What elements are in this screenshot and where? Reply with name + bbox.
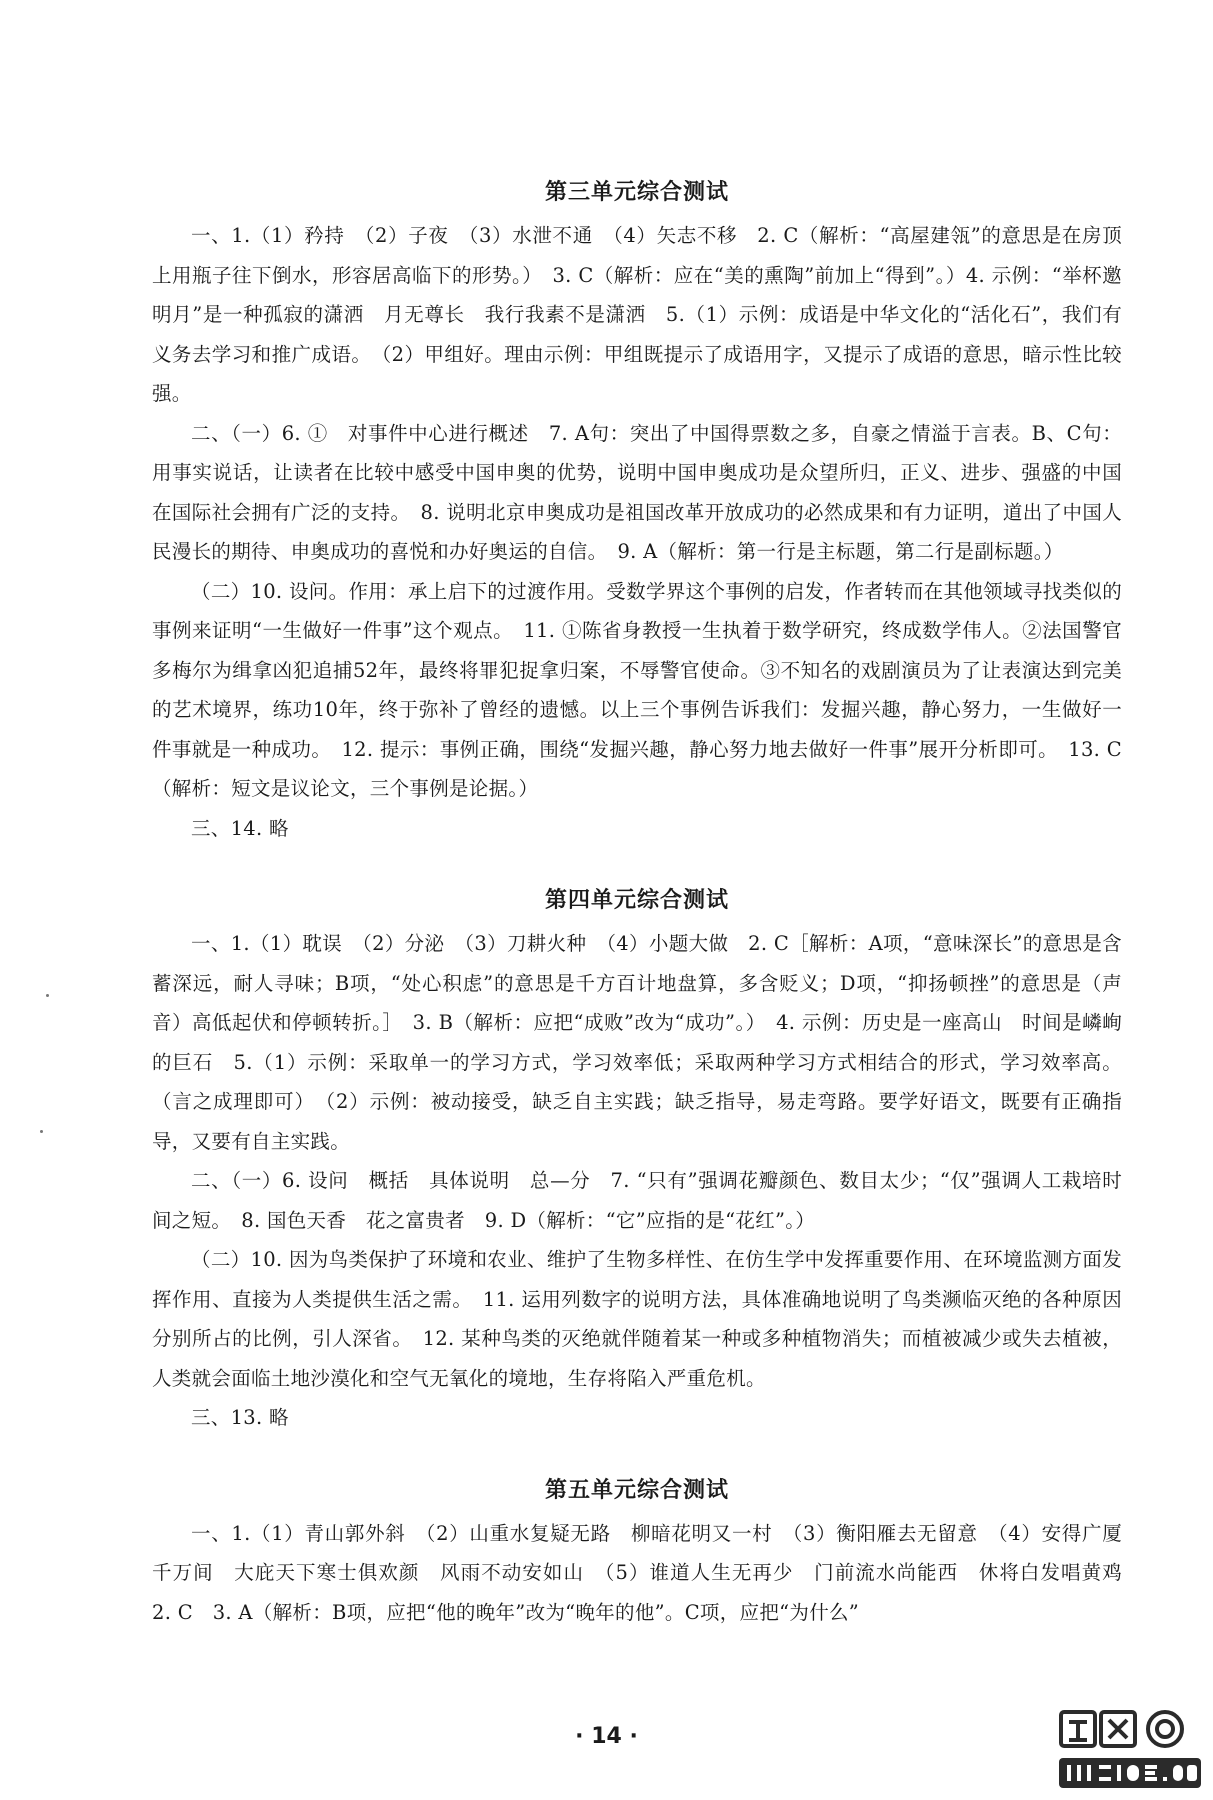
page-content bbox=[152, 176, 1142, 1632]
scan-speck bbox=[46, 994, 49, 997]
answer-paragraph: （二）10. 设问。作用：承上启下的过渡作用。受数学界这个事例的启发，作者转而在其他领域寻找类似的事例来证明“一生做好一件事”这个观点。 11. ①陈省身教授一生执着于数学研究，终成数学伟人。②法国警官多梅尔为缉拿凶犯追捕52年，最终将罪犯捉拿归案，不辱警官使命。③不知名的戏剧演员为了让表演达到完美的艺术境界，练功10年，终于弥补了曾经的遗憾。以上三个事例告诉我们：发掘兴趣，静心努力，一生做好一件事就是一种成功。 12. 提示：事例正确，围绕“发掘兴趣，静心努力地去做好一件事”展开分析即可。 13. C（解析：短文是议论文，三个事例是论据。） bbox=[152, 579, 1122, 800]
section-unit-4 bbox=[152, 884, 1122, 1438]
section-unit-5 bbox=[152, 1474, 1142, 1633]
scan-speck bbox=[40, 1130, 43, 1133]
answer-paragraph: 三、14. 略 bbox=[191, 816, 289, 840]
answer-paragraph: 一、1.（1）耽误 （2）分泌 （3）刀耕火种 （4）小题大做 2. C［解析：A项，“意味深长”的意思是含蓄深远，耐人寻味；B项，“处心积虑”的意思是千方百计地盘算，多含贬义；D项，“抑扬顿挫”的意思是（声音）高低起伏和停顿转折。］ 3. B（解析：应把“成败”改为“成功”。） 4. 示例：历史是一座高山 时间是嶙峋的巨石 5.（1）示例：采取单一的学习方式，学习效率低；采取两种学习方式相结合的形式，学习效率高。（言之成理即可） （2）示例：被动接受，缺乏自主实践；缺乏指导，易走弯路。要学好语文，既要有正确指导，又要有自主实践。 bbox=[152, 932, 1122, 1153]
site-watermark-logo bbox=[1055, 1708, 1205, 1794]
page-number: · 14 · bbox=[575, 1724, 638, 1749]
answer-paragraph: 一、1.（1）青山郭外斜 （2）山重水复疑无路 柳暗花明又一村 （3）衡阳雁去无留意 （4）安得广厦千万间 大庇天下寒士俱欢颜 风雨不动安如山 （5）谁道人生无再少 门前流水尚能西 休将白发唱黄鸡 2. C 3. A（解析：B项，应把“他的晚年”改为“晚年的他”。C项，应把“为什么” bbox=[152, 1521, 1142, 1624]
answer-paragraph: 二、（一）6. ① 对事件中心进行概述 7. A句：突出了中国得票数之多，自豪之情溢于言表。B、C句：用事实说话，让读者在比较中感受中国申奥的优势，说明中国申奥成功是众望所归，正义、进步、强盛的中国在国际社会拥有广泛的支持。 8. 说明北京申奥成功是祖国改革开放成功的必然成果和有力证明，道出了中国人民漫长的期待、申奥成功的喜悦和办好奥运的自信。 9. A（解析：第一行是主标题，第二行是副标题。） bbox=[152, 421, 1122, 563]
answer-paragraph: 一、1.（1）矜持 （2）子夜 （3）水泄不通 （4）矢志不移 2. C（解析：“高屋建瓴”的意思是在房顶上用瓶子往下倒水，形容居高临下的形势。） 3. C（解析：应在“美的熏陶”前加上“得到”。）4. 示例：“举杯邀明月”是一种孤寂的潇洒 月无尊长 我行我素不是潇洒 5.（1）示例：成语是中华文化的“活化石”，我们有义务去学习和推广成语。 （2）甲组好。理由示例：甲组既提示了成语用字，又提示了成语的意思，暗示性比较强。 bbox=[152, 224, 1122, 405]
section-unit-3 bbox=[152, 176, 1122, 848]
answer-paragraph: （二）10. 因为鸟类保护了环境和农业、维护了生物多样性、在仿生学中发挥重要作用、在环境监测方面发挥作用、直接为人类提供生活之需。 11. 运用列数字的说明方法，具体准确地说明了鸟类濒临灭绝的各种原因分别所占的比例，引人深省。 12. 某种鸟类的灭绝就伴随着某一种或多种植物消失；而植被减少或失去植被，人类就会面临土地沙漠化和空气无氧化的境地，生存将陷入严重危机。 bbox=[152, 1248, 1122, 1390]
section-title: 第五单元综合测试 bbox=[544, 1477, 729, 1503]
section-title: 第三单元综合测试 bbox=[544, 180, 729, 205]
answer-paragraph: 三、13. 略 bbox=[191, 1406, 289, 1429]
section-title: 第四单元综合测试 bbox=[544, 888, 729, 913]
answer-paragraph: 二、（一）6. 设问 概括 具体说明 总—分 7. “只有”强调花瓣颜色、数目太少；“仅”强调人工栽培时间之短。 8. 国色天香 花之富贵者 9. D（解析：“它”应指的是“花红”。） bbox=[152, 1169, 1122, 1232]
